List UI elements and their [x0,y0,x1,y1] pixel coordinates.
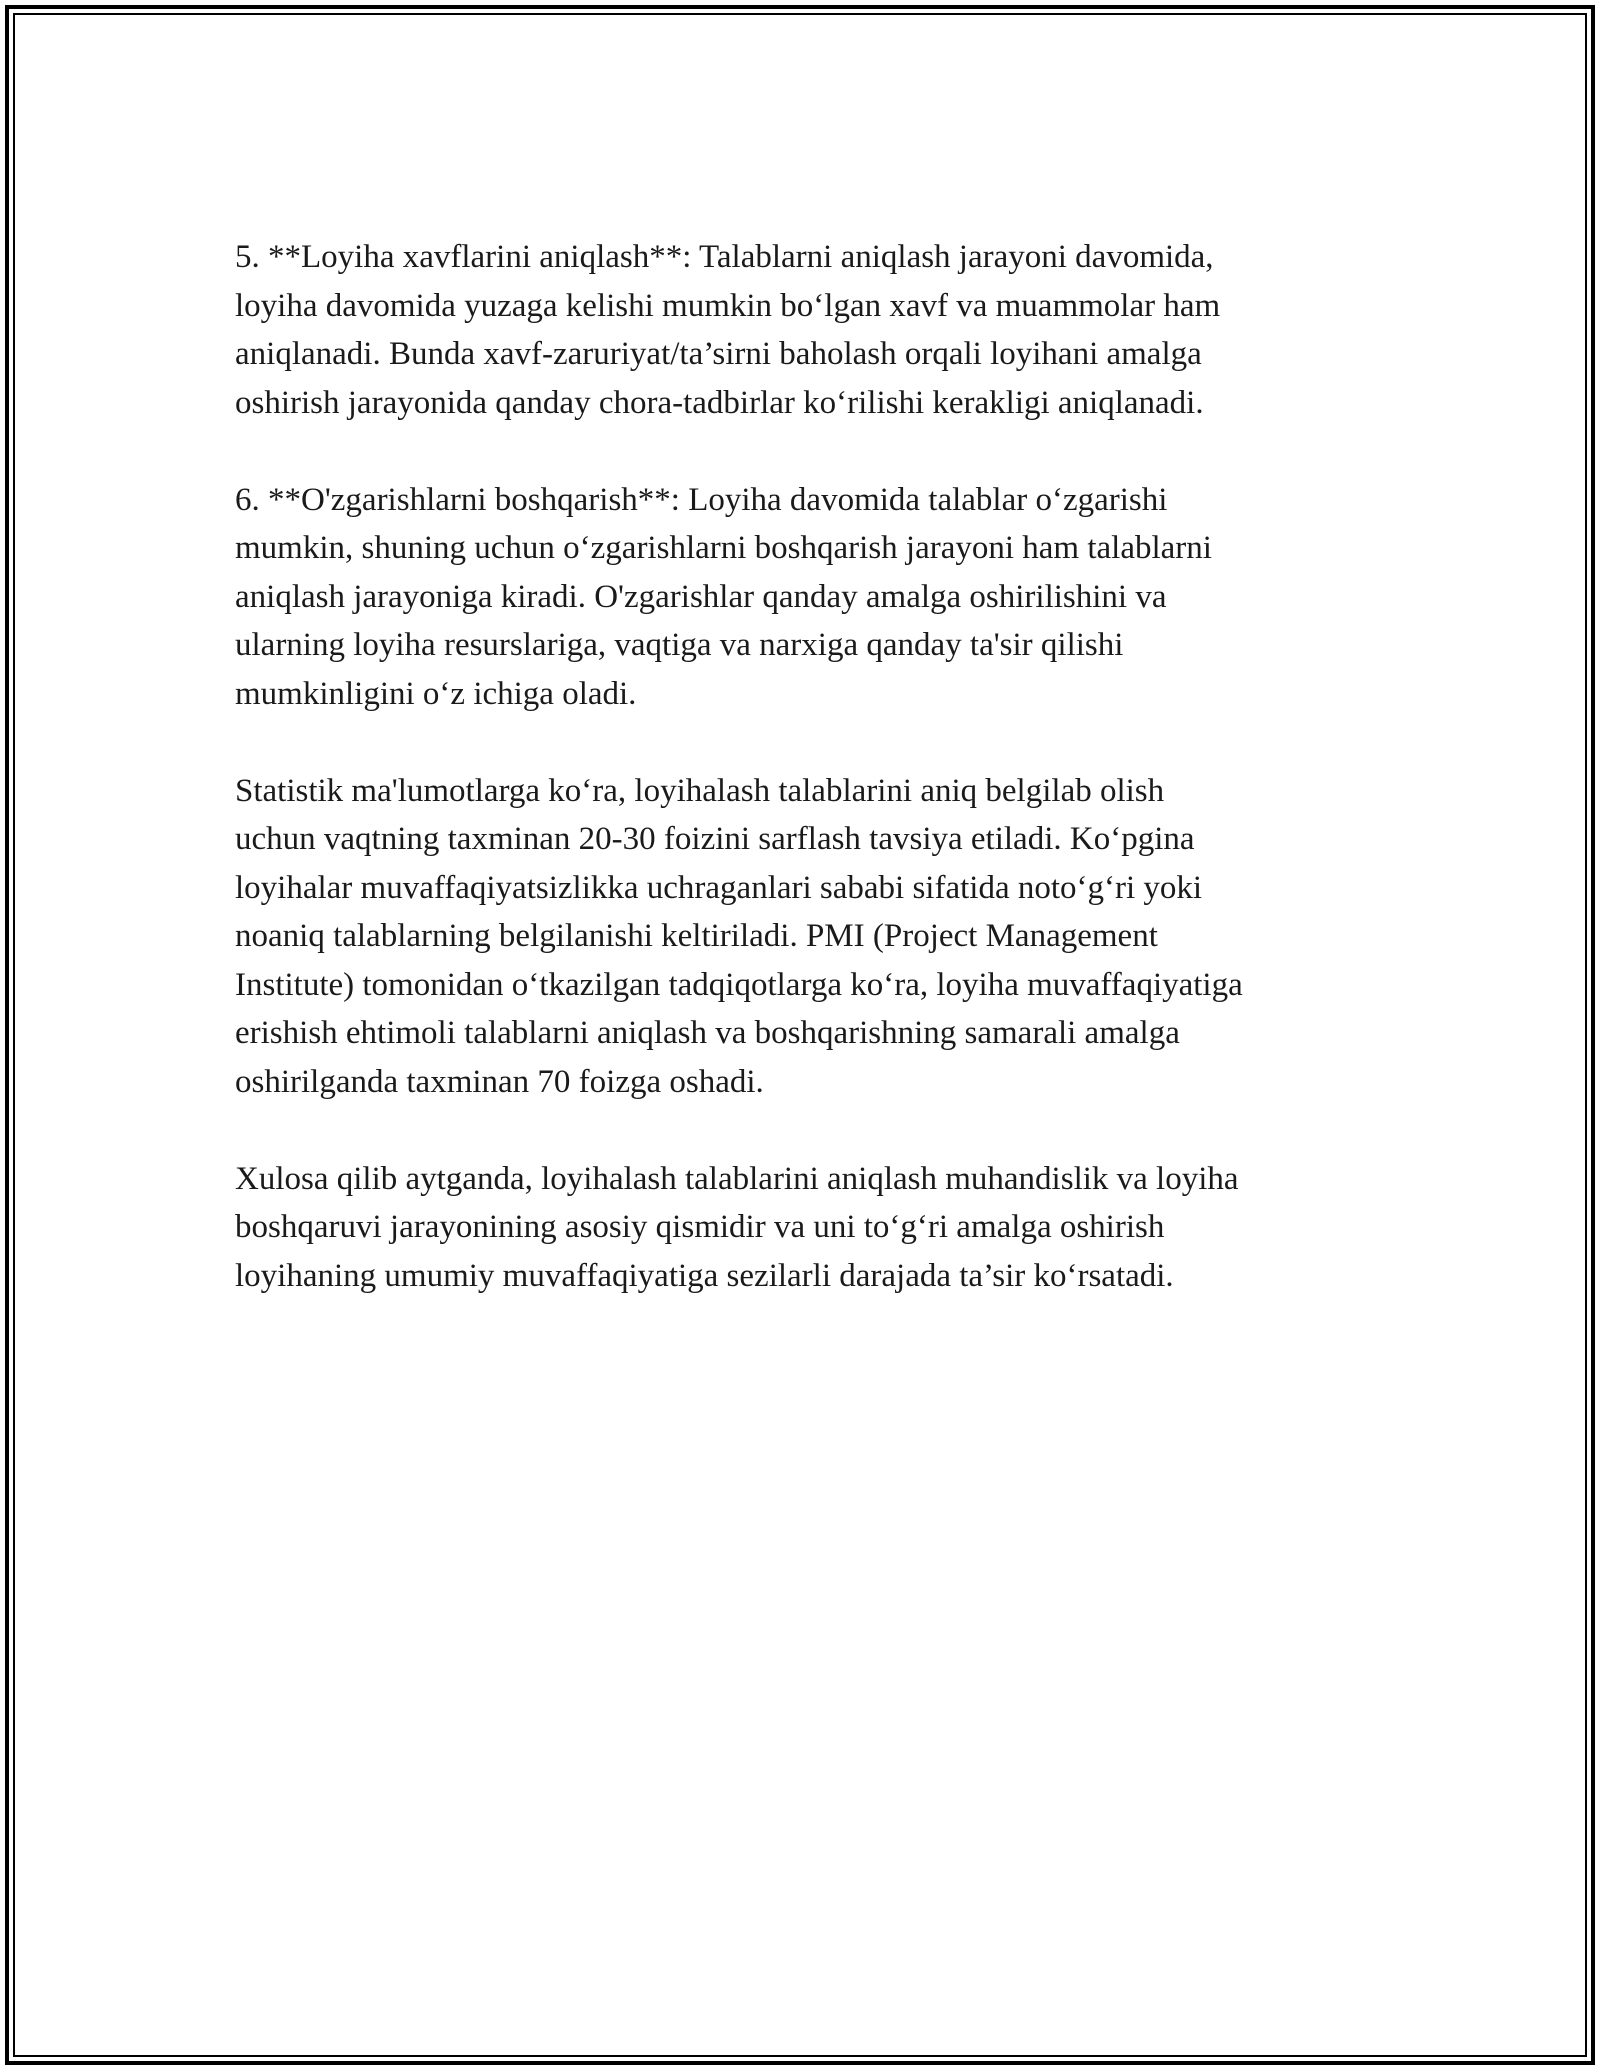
paragraph-conclusion: Xulosa qilib aytganda, loyihalash talablarini aniqlash muhandislik va loyiha boshqaruvi jarayonining asosiy qismidir va uni to‘g‘ri amalga oshirish loyihaning umumiy muvaffaqiyatiga sezilarli darajada ta’sir ko‘rsatadi. [235,1160,1239,1294]
paragraph-risk-identification: 5. **Loyiha xavflarini aniqlash**: Talablarni aniqlash jarayoni davomida, loyiha davomida yuzaga kelishi mumkin bo‘lgan xavf va muammolar ham aniqlanadi. Bunda xavf-zaruriyat/ta’sirni baholash orqali loyihani amalga oshirish jarayonida qanday chora-tadbirlar ko‘rilishi kerakligi aniqlanadi. [235,239,1221,421]
document-body [235,233,1370,1300]
paragraph-change-management: 6. **O'zgarishlarni boshqarish**: Loyiha davomida talablar o‘zgarishi mumkin, shuning uchun o‘zgarishlarni boshqarish jarayoni ham talablarni aniqlash jarayoniga kiradi. O'zgarishlar qanday amalga oshirilishini va ularning loyiha resurslariga, vaqtiga va narxiga qanday ta'sir qilishi mumkinligini o‘z ichiga oladi. [235,481,1212,712]
paragraph-statistics: Statistik ma'lumotlarga ko‘ra, loyihalash talablarini aniq belgilab olish uchun vaqtning taxminan 20-30 foizini sarflash tavsiya etiladi. Ko‘pgina loyihalar muvaffaqiyatsizlikka uchraganlari sababi sifatida noto‘g‘ri yoki noaniq talablarning belgilanishi keltiriladi. PMI (Project Management Institute) tomonidan o‘tkazilgan tadqiqotlarga ko‘ra, loyiha muvaffaqiyatiga erishish ehtimoli talablarni aniqlash va boshqarishning samarali amalga oshirilganda taxminan 70 foizga oshadi. [235,772,1243,1100]
